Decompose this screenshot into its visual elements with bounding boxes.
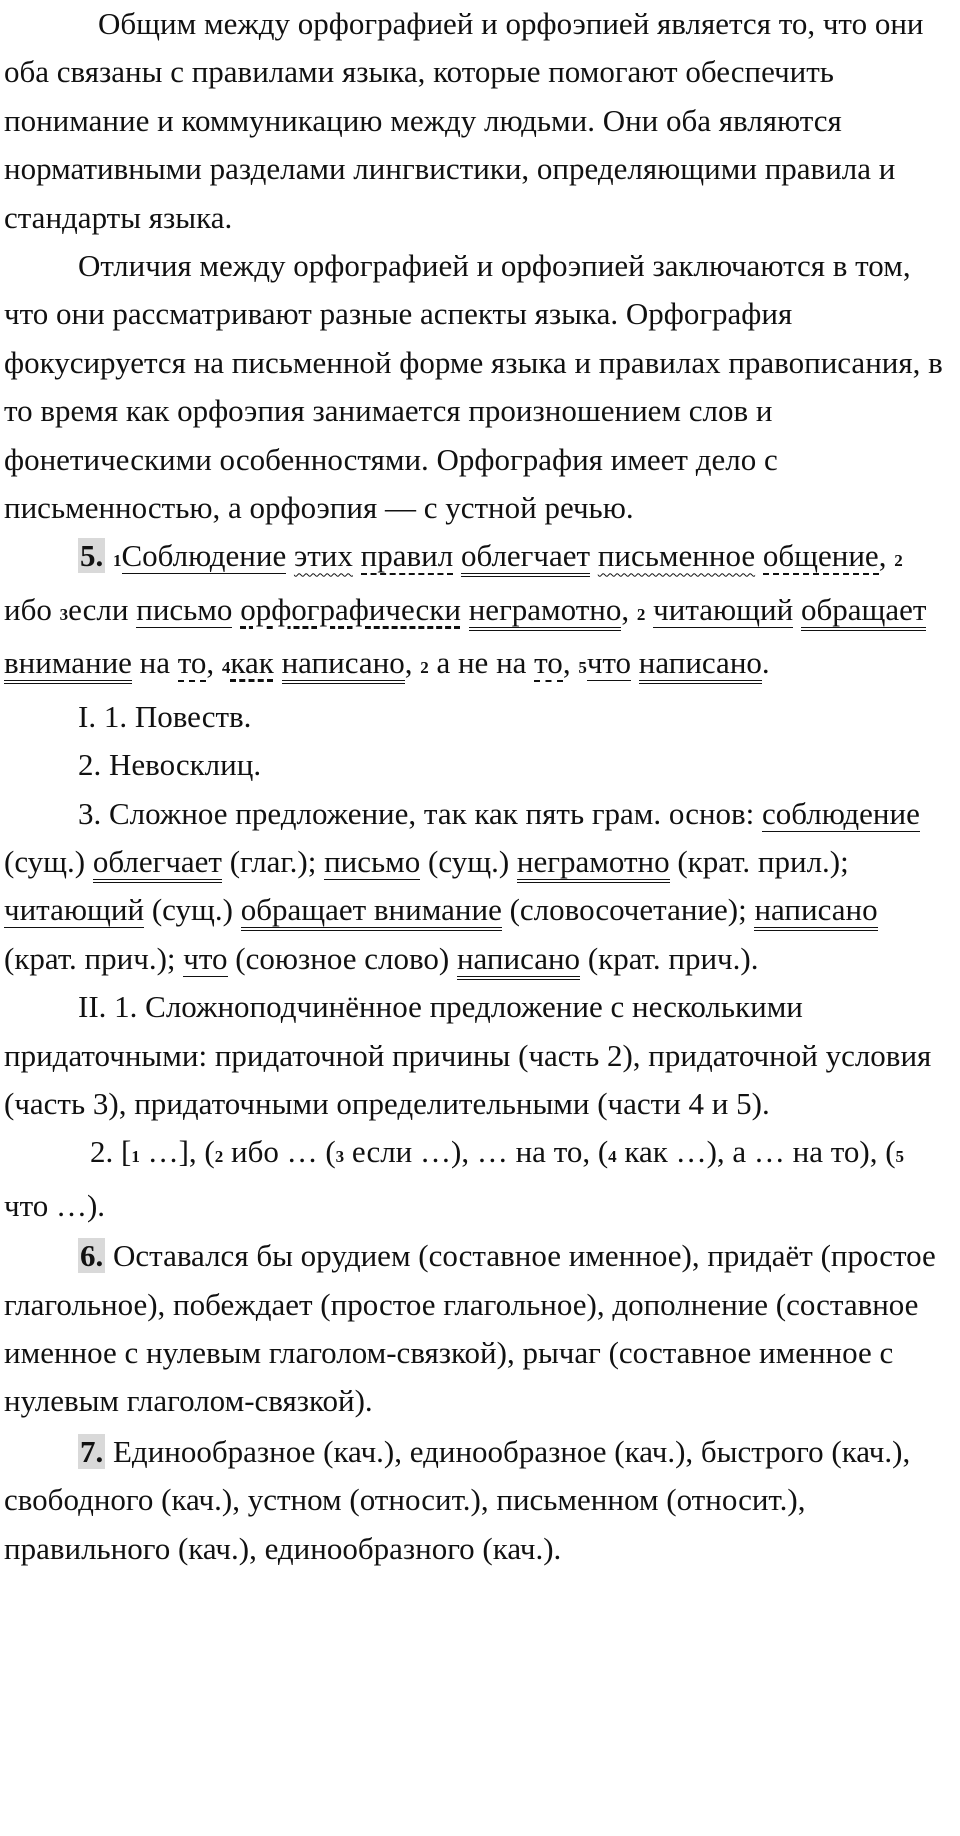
part-number: 3 (59, 604, 69, 624)
task-number: 5. (80, 538, 104, 574)
conjunction: ибо (4, 591, 52, 627)
scheme-text: 2. [ (90, 1134, 132, 1170)
subject-word: письмо (136, 591, 233, 627)
object-word: то (534, 645, 563, 681)
grammar-note: (союзное слово) (227, 940, 457, 976)
analysis-ii-1: II. 1. Сложноподчинённое предложение с несколькими придаточными: придаточной причины (часть 2), придаточной условия (часть 3), придаточными определительными (части 4 и 5). (4, 989, 932, 1121)
part-number: 1 (113, 551, 122, 571)
part-number: 3 (335, 1147, 345, 1167)
part-number: 2 (420, 658, 429, 678)
punctuation: , (878, 538, 887, 574)
paragraph-differences: Отличия между орфографией и орфоэпией заключаются в том, что они рассматривают разные аспекты языка. Орфография фокусируется на письменной форме языка и правилах правописания, в то время как орфоэпия занимается произношением слов и фонетическими особенностями. Орфография имеет дело с письменностью, а орфоэпия — с устной речью. (4, 248, 943, 526)
subject-word: читающий (4, 892, 145, 928)
attribute-word: этих (293, 538, 353, 574)
grammar-note: (словосочетание); (501, 892, 755, 928)
predicate-word: неграмотно (469, 592, 622, 631)
object-word: общение (762, 538, 879, 574)
analysis-i-2: 2. Невосклиц. (78, 747, 262, 783)
subject-word: что (586, 645, 632, 681)
grammar-note: (крат. прил.); (669, 843, 849, 879)
predicate-word: облегчает (93, 844, 222, 883)
task-number: 7. (80, 1433, 104, 1469)
analysis-i-3 (4, 790, 956, 984)
predicate-word: обращает внимание (241, 892, 502, 931)
grammar-note: (крат. прич.); (4, 940, 184, 976)
punctuation: . (761, 645, 770, 681)
part-number: 2 (894, 551, 903, 571)
grammar-note: (сущ.) (144, 892, 241, 928)
part-number: 2 (636, 604, 646, 624)
scheme-text: если …), … на то, ( (344, 1134, 609, 1170)
scheme-text: что …). (4, 1187, 106, 1223)
task-6-text: Оставался бы орудием (составное именное), придаёт (простое глагольное), побеждает (простое глагольное), дополнение (составное именное с нулевым глаголом-связкой), рычаг (составное именное с нулевым глаголом-связкой). (4, 1238, 936, 1419)
part-number: 2 (214, 1147, 224, 1167)
subject-word: соблюдение (762, 795, 920, 831)
conjunction: а не (436, 645, 489, 681)
part-number: 5 (895, 1147, 905, 1167)
predicate-word: неграмотно (517, 844, 670, 883)
object-word: правил (360, 538, 454, 574)
grammar-note: (крат. прич.). (580, 940, 759, 976)
task-7-text: Единообразное (кач.), единообразное (кач.), быстрого (кач.), свободного (кач.), устном (относит.), письменном (относит.), правильного (кач.), единообразного (кач.). (4, 1433, 911, 1566)
punctuation: , (206, 645, 215, 681)
grammar-note: (глаг.); (221, 843, 325, 879)
subject-word: письмо (324, 843, 421, 879)
task-number: 6. (80, 1238, 104, 1274)
predicate-word: написано (457, 941, 580, 980)
predicate-word: написано (639, 645, 762, 684)
preposition: на (139, 645, 171, 681)
scheme-text: как …), а … на то), ( (616, 1134, 896, 1170)
task-5-sentence (4, 532, 956, 692)
analysis-intro: 3. Сложное предложение, так как пять грам. основ: (78, 795, 755, 831)
attribute-word: письменное (597, 538, 756, 574)
predicate-word: написано (754, 892, 877, 931)
punctuation: , (562, 645, 571, 681)
part-number: 1 (131, 1147, 140, 1167)
predicate-word: обращает внимание (4, 592, 926, 684)
predicate-word: облегчает (461, 538, 590, 577)
task-6 (4, 1230, 956, 1426)
preposition: на (496, 645, 527, 681)
punctuation: , (621, 591, 630, 627)
object-word: то (177, 645, 207, 681)
scheme-text: …], ( (139, 1134, 215, 1170)
analysis-ii-2-scheme (4, 1128, 956, 1230)
grammar-note: (сущ.) (420, 843, 517, 879)
analysis-i-1: I. 1. Повеств. (78, 698, 252, 734)
part-number: 4 (608, 1147, 617, 1167)
conjunction: если (68, 591, 129, 627)
adverbial-word: орфографически (240, 591, 461, 627)
grammar-note: (сущ.) (4, 843, 93, 879)
subject-word: Соблюдение (121, 538, 287, 574)
task-7 (4, 1426, 956, 1573)
subject-word: что (183, 940, 228, 976)
scheme-text: ибо … ( (223, 1134, 336, 1170)
predicate-word: написано (282, 645, 405, 684)
adverbial-word: как (230, 645, 274, 681)
part-number: 4 (221, 658, 231, 678)
punctuation: , (404, 645, 413, 681)
subject-word: читающий (653, 591, 794, 627)
part-number: 5 (578, 658, 587, 678)
paragraph-common: Общим между орфографией и орфоэпией является то, что они оба связаны с правилами языка, которые помогают обеспечить понимание и коммуникацию между людьми. Они оба являются нормативными разделами лингвистики, определяющими правила и стандарты языка. (4, 6, 924, 235)
